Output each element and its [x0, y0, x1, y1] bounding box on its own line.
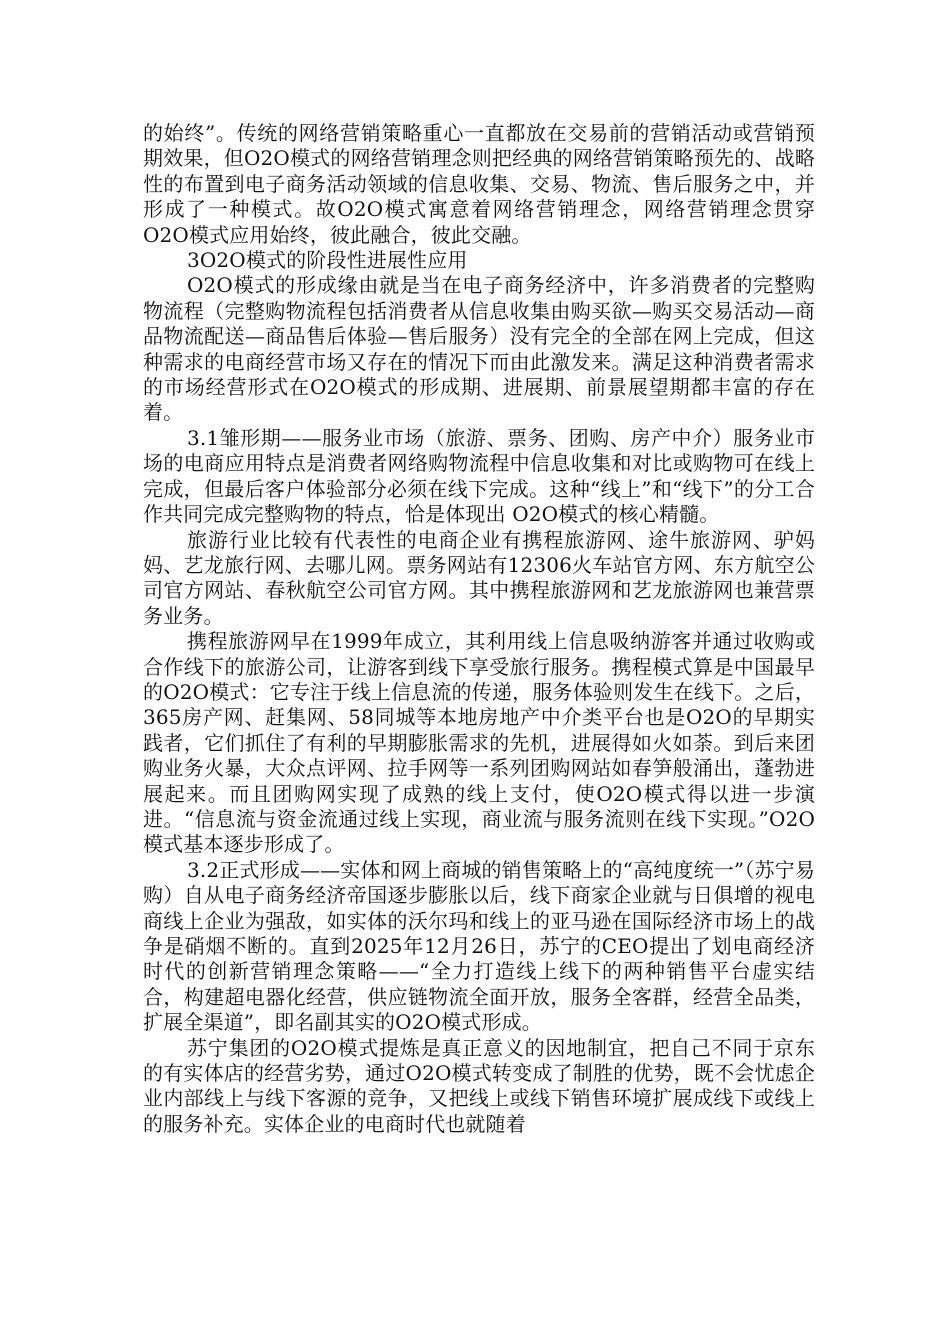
document-body: [143, 121, 815, 1137]
section-3-2-paragraph: 3.2正式形成——实体和网上商城的销售策略上的“高纯度统一”（苏宁易购）自从电子商务经济帝国逐步膨胀以后，线下商家企业就与日俱增的视电商线上企业为强敌，如实体的沃尔玛和线上的亚马逊在国际经济市场上的战争是硝烟不断的。直到2025年12月26日，苏宁的CEO提出了划电商经济时代的创新营销理念策略——“全力打造线上线下的两种销售平台虚实结合，构建超电器化经营，供应链物流全面开放，服务全客群，经营全品类，扩展全渠道”，即名副其实的O2O模式形成。: [143, 857, 815, 1035]
section-3-1-paragraph: 3.1雏形期——服务业市场（旅游、票务、团购、房产中介）服务业市场的电商应用特点是消费者网络购物流程中信息收集和对比或购物可在线上完成，但最后客户体验部分必须在线下完成。这种“线上”和“线下”的分工合作共同完成完整购物的特点，恰是体现出 O2O模式的核心精髓。: [143, 425, 815, 527]
paragraph-travel-industry: 旅游行业比较有代表性的电商企业有携程旅游网、途牛旅游网、驴妈妈、艺龙旅行网、去哪儿网。票务网站有12306火车站官方网、东方航空公司官方网站、春秋航空公司官方网。其中携程旅游网和艺龙旅游网也兼营票务业务。: [143, 527, 815, 628]
paragraph-suning: 苏宁集团的O2O模式提炼是真正意义的因地制宜，把自己不同于京东的有实体店的经营劣势，通过O2O模式转变成了制胜的优势，既不会忧虑企业内部线上与线下客源的竞争，又把线上或线下销售环境扩展成线下或线上的服务补充。实体企业的电商时代也就随着: [143, 1035, 815, 1136]
section-heading-3: 3O2O模式的阶段性进展性应用: [187, 248, 468, 273]
paragraph-2: O2O模式的形成缘由就是当在电子商务经济中，许多消费者的完整购物流程（完整购物流程包括消费者从信息收集由购买欲—购买交易活动—商品物流配送—商品售后体验—售后服务）没有完全的全部在网上完成，但这种需求的电商经营市场又存在的情况下而由此激发来。满足这种消费者需求的市场经营形式在O2O模式的形成期、进展期、前景展望期都丰富的存在着。: [143, 273, 815, 425]
paragraph-ctrip: 携程旅游网早在1999年成立，其利用线上信息吸纳游客并通过收购或合作线下的旅游公司，让游客到线下享受旅行服务。携程模式算是中国最早的O2O模式：它专注于线上信息流的传递，服务体验则发生在线下。之后，365房产网、赶集网、58同城等本地房地产中介类平台也是O2O的早期实践者，它们抓住了有利的早期膨胀需求的先机，进展得如火如荼。到后来团购业务火暴，大众点评网、拉手网等一系列团购网站如春笋般涌出，蓬勃进展起来。而且团购网实现了成熟的线上支付，使O2O模式得以进一步演进。“信息流与资金流通过线上实现，商业流与服务流则在线下实现。”O2O模式基本逐步形成了。: [143, 629, 815, 857]
paragraph-1: 的始终”。传统的网络营销策略重心一直都放在交易前的营销活动或营销预期效果，但O2O模式的网络营销理念则把经典的网络营销策略预先的、战略性的布置到电子商务活动领域的信息收集、交易、物流、售后服务之中，并形成了一种模式。故O2O模式寓意着网络营销理念，网络营销理念贯穿O2O模式应用始终，彼此融合，彼此交融。: [143, 121, 815, 247]
